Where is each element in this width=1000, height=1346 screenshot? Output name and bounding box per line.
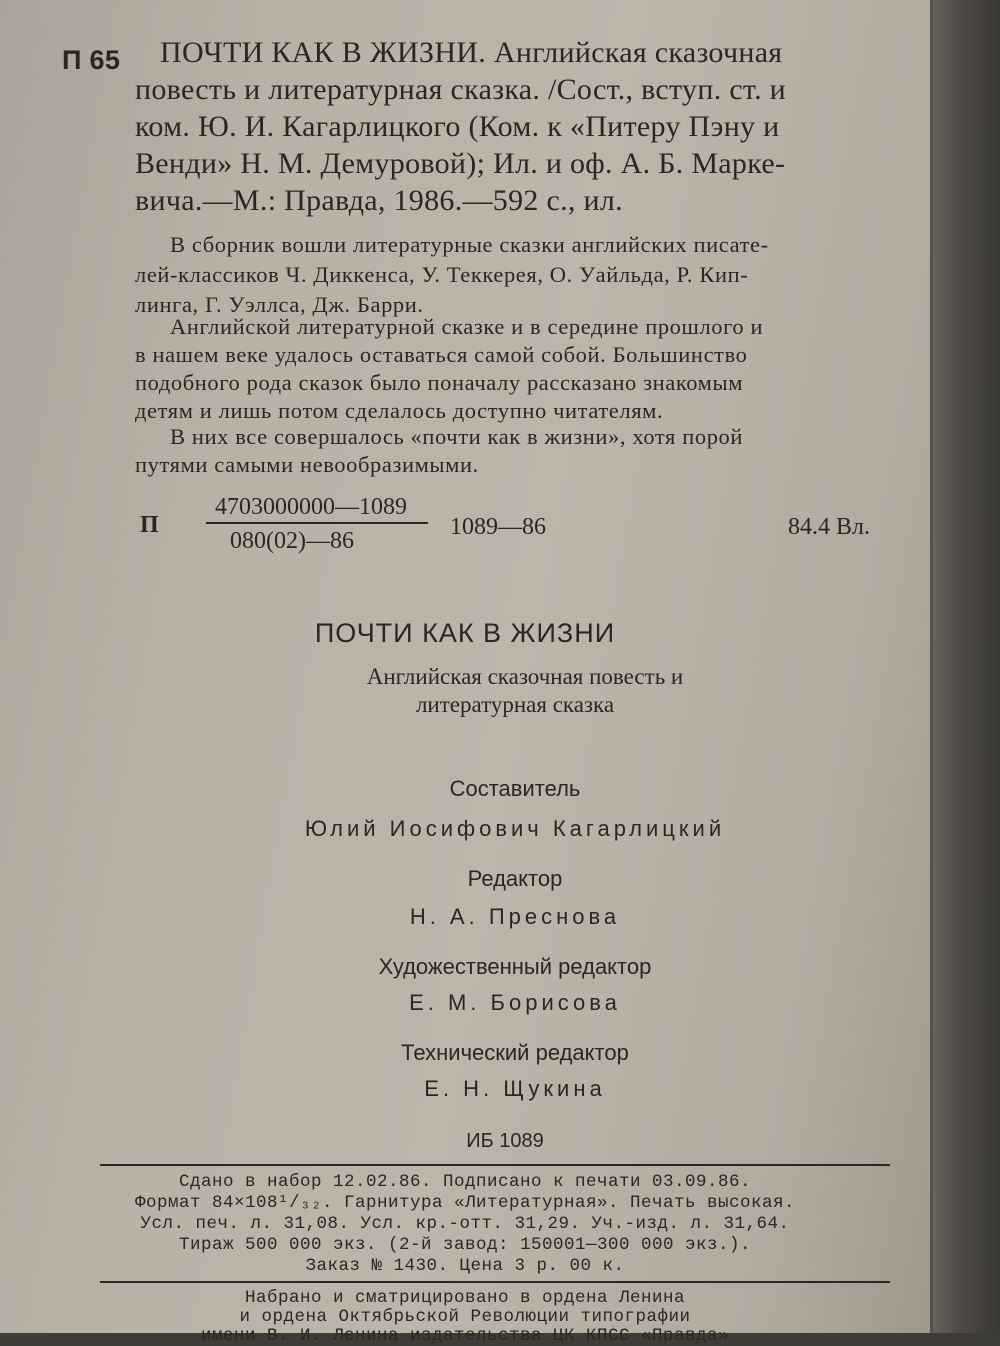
abstract-line-1: В сборник вошли литературные сказки английских писате- xyxy=(170,232,769,257)
book-title: ПОЧТИ КАК В ЖИЗНИ xyxy=(314,618,616,648)
annotation-line-4: Венди» Н. М. Демуровой); Ил. и оф. А. Б. Марке- xyxy=(135,147,786,180)
compiler-role: Составитель xyxy=(449,776,581,801)
annotation-line-1: ПОЧТИ КАК В ЖИЗНИ. Английская сказочная xyxy=(160,36,783,69)
abstract-line-6: подобного рода сказок было поначалу рассказано знакомым xyxy=(135,370,744,395)
tech-editor-name: Е. Н. Щукина xyxy=(424,1076,606,1101)
abstract-line-9: путями самыми невообразимыми. xyxy=(135,452,479,477)
book-spine-edge xyxy=(930,0,1000,1333)
class-letter: П xyxy=(140,512,159,538)
book-subtitle-2: литературная сказка xyxy=(415,692,615,717)
imprint-rule-bottom xyxy=(100,1281,890,1283)
imprint-line-4: Тираж 500 000 экз. (2-й завод: 150001—300 000 экз.). xyxy=(178,1235,752,1255)
abstract-line-3: линга, Г. Уэллса, Дж. Барри. xyxy=(135,292,424,317)
art-editor-name: Е. М. Борисова xyxy=(409,990,621,1015)
bbk-index: 84.4 Вл. xyxy=(788,514,870,540)
imprint-line-2: Формат 84×108¹/₃₂. Гарнитура «Литературная». Печать высокая. xyxy=(134,1193,796,1213)
editor-role: Редактор xyxy=(467,866,563,891)
imprint-line-1: Сдано в набор 12.02.86. Подписано к печати 03.09.86. xyxy=(178,1172,752,1192)
imprint-line-3: Усл. печ. л. 31,08. Усл. кр.-отт. 31,29. Уч.-изд. л. 31,64. xyxy=(140,1214,790,1234)
abstract-line-2: лей-классиков Ч. Диккенса, У. Теккерея, О. Уайльда, Р. Кип- xyxy=(135,262,749,287)
class-code: 1089—86 xyxy=(450,514,546,540)
printer-line-2: и ордена Октябрьской Революции типографии xyxy=(239,1307,691,1327)
book-subtitle-1: Английская сказочная повесть и xyxy=(366,664,684,689)
art-editor-role: Художественный редактор xyxy=(378,954,652,979)
abstract-line-7: детям и лишь потом сделалось доступно читателям. xyxy=(135,398,664,423)
compiler-name: Юлий Иосифович Кагарлицкий xyxy=(304,816,726,841)
catalog-code: П 65 xyxy=(62,45,121,75)
page-edge-line xyxy=(930,0,933,1333)
abstract-line-4: Английской литературной сказке и в середине прошлого и xyxy=(170,314,764,339)
tech-editor-role: Технический редактор xyxy=(401,1040,629,1065)
fraction-bar xyxy=(206,522,428,524)
editor-name: Н. А. Преснова xyxy=(409,904,621,929)
ib-number: ИБ 1089 xyxy=(466,1130,544,1152)
annotation-line-5: вича.—М.: Правда, 1986.—592 с., ил. xyxy=(135,184,623,217)
abstract-line-8: В них все совершалось «почти как в жизни», хотя порой xyxy=(170,424,744,449)
printer-line-1: Набрано и сматрицировано в ордена Ленина xyxy=(244,1288,686,1308)
annotation-line-2: повесть и литературная сказка. /Сост., вступ. ст. и xyxy=(135,73,787,106)
class-numerator: 4703000000—1089 xyxy=(215,494,407,520)
printer-line-3: имени В. И. Ленина издательства ЦК КПСС «Правда» xyxy=(200,1326,730,1346)
abstract-line-5: в нашем веке удалось оставаться самой собой. Большинство xyxy=(135,342,748,367)
annotation-line-3: ком. Ю. И. Кагарлицкого (Ком. к «Питеру Пэну и xyxy=(135,110,780,143)
class-denominator: 080(02)—86 xyxy=(230,528,354,554)
imprint-line-5: Заказ № 1430. Цена 3 р. 00 к. xyxy=(305,1256,625,1276)
imprint-rule-top xyxy=(100,1164,890,1166)
